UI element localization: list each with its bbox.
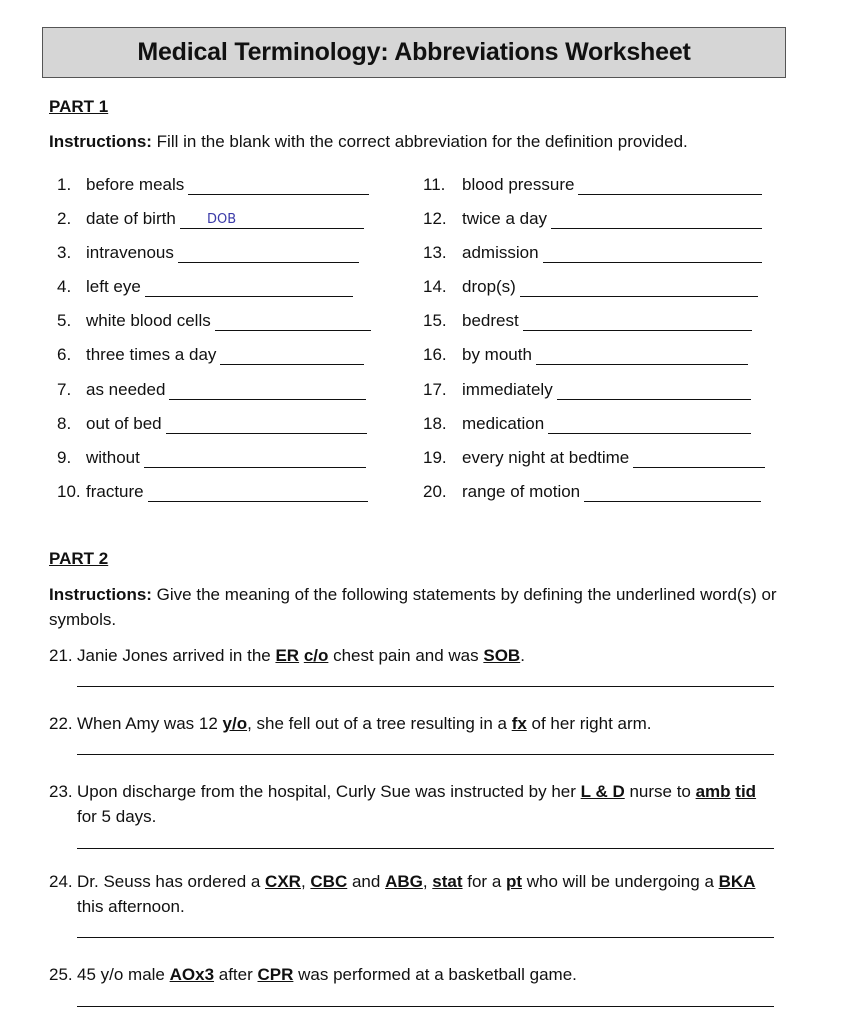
answer-blank-12[interactable]: [551, 227, 762, 229]
question-text-segment: Dr. Seuss has ordered a: [77, 872, 266, 891]
underlined-abbreviation: fx: [511, 714, 527, 733]
question-25: [49, 962, 769, 987]
question-text-segment: , she fell out of a tree resulting in a: [247, 714, 512, 733]
item-number: 14.: [423, 277, 447, 296]
item-definition: drop(s): [462, 277, 516, 296]
question-23: [49, 779, 769, 829]
item-definition: as needed: [86, 380, 166, 399]
title-box: [42, 27, 786, 78]
answer-blank-3[interactable]: [178, 261, 359, 263]
question-22: [49, 711, 769, 736]
item-number: 1.: [57, 175, 72, 194]
part1-item-16: [423, 345, 532, 367]
answer-blank-6[interactable]: [220, 363, 364, 365]
part1-item-18: [423, 414, 544, 436]
answer-blank-10[interactable]: [148, 500, 368, 502]
item-definition: fracture: [86, 482, 144, 501]
question-number: 21.: [49, 646, 73, 665]
part1-item-15: [423, 311, 519, 333]
item-number: 16.: [423, 345, 447, 364]
item-definition: blood pressure: [462, 175, 575, 194]
item-definition: admission: [462, 243, 539, 262]
underlined-abbreviation: AOx3: [169, 965, 215, 984]
question-text-segment: When Amy was 12: [77, 714, 223, 733]
part1-instructions-label: Instructions:: [49, 132, 152, 151]
item-definition: bedrest: [462, 311, 519, 330]
item-number: 18.: [423, 414, 447, 433]
question-text: [49, 779, 769, 829]
underlined-abbreviation: tid: [735, 782, 757, 801]
underlined-abbreviation: SOB: [483, 646, 521, 665]
item-number: 3.: [57, 243, 72, 262]
question-text-segment: ,: [300, 872, 311, 891]
underlined-abbreviation: y/o: [222, 714, 248, 733]
item-definition: left eye: [86, 277, 141, 296]
question-text-segment: ,: [422, 872, 433, 891]
underlined-abbreviation: CBC: [310, 872, 348, 891]
answer-blank-18[interactable]: [548, 432, 751, 434]
part1-item-19: [423, 448, 629, 470]
answer-blank-14[interactable]: [520, 295, 758, 297]
answer-blank-1[interactable]: [188, 193, 369, 195]
question-number: 22.: [49, 714, 73, 733]
answer-blank-9[interactable]: [144, 466, 366, 468]
underlined-abbreviation: ABG: [385, 872, 423, 891]
answer-blank-15[interactable]: [523, 329, 752, 331]
question-text-segment: nurse to: [624, 782, 696, 801]
question-number: 25.: [49, 965, 73, 984]
page-title: Medical Terminology: Abbreviations Worksheet: [137, 38, 691, 66]
part2-instructions-text: Give the meaning of the following statements by defining the underlined word(s) or symbols.: [49, 585, 777, 629]
part1-item-4: [57, 277, 141, 299]
part1-item-6: [57, 345, 216, 367]
question-text-segment: after: [214, 965, 258, 984]
item-number: 12.: [423, 209, 447, 228]
question-text-segment: and: [347, 872, 386, 891]
item-definition: by mouth: [462, 345, 532, 364]
item-definition: date of birth: [86, 209, 176, 228]
question-text-segment: of her right arm.: [526, 714, 652, 733]
underlined-abbreviation: ER: [275, 646, 300, 665]
part1-item-20: [423, 482, 580, 504]
part1-item-9: [57, 448, 140, 470]
question-21: [49, 643, 769, 668]
answer-blank-13[interactable]: [543, 261, 762, 263]
underlined-abbreviation: stat: [432, 872, 463, 891]
item-definition: three times a day: [86, 345, 217, 364]
answer-blank-5[interactable]: [215, 329, 371, 331]
underlined-abbreviation: L & D: [580, 782, 625, 801]
answer-blank-2[interactable]: [180, 227, 364, 229]
answer-blank-4[interactable]: [145, 295, 353, 297]
question-number: 23.: [49, 782, 73, 801]
question-text-segment: this afternoon.: [77, 897, 185, 916]
item-definition: out of bed: [86, 414, 162, 433]
question-text: [49, 962, 769, 987]
item-definition: twice a day: [462, 209, 548, 228]
part1-item-5: [57, 311, 211, 333]
part1-instructions-text: Fill in the blank with the correct abbreviation for the definition provided.: [151, 132, 688, 151]
underlined-abbreviation: amb: [695, 782, 731, 801]
part1-item-14: [423, 277, 516, 299]
answer-blank-11[interactable]: [578, 193, 762, 195]
part1-instructions: [49, 129, 779, 154]
part1-item-11: [423, 175, 574, 197]
answer-line-24[interactable]: [77, 937, 774, 938]
underlined-abbreviation: CXR: [265, 872, 301, 891]
part1-heading: PART 1: [49, 97, 109, 116]
part2-heading: PART 2: [49, 549, 109, 568]
item-number: 10.: [57, 482, 81, 501]
part1-item-8: [57, 414, 162, 436]
underlined-abbreviation: pt: [506, 872, 523, 891]
underlined-abbreviation: c/o: [303, 646, 329, 665]
item-number: 19.: [423, 448, 447, 467]
question-text: [49, 643, 769, 668]
question-text-segment: was performed at a basketball game.: [293, 965, 577, 984]
item-definition: without: [86, 448, 140, 467]
question-text: [49, 869, 769, 919]
part1-item-12: [423, 209, 547, 231]
item-number: 20.: [423, 482, 447, 501]
question-text: [49, 711, 769, 736]
answer-blank-7[interactable]: [169, 398, 366, 400]
item-definition: range of motion: [462, 482, 581, 501]
item-definition: medication: [462, 414, 545, 433]
question-text-segment: Janie Jones arrived in the: [77, 646, 276, 665]
item-definition: before meals: [86, 175, 185, 194]
part1-item-2: [57, 209, 176, 231]
question-text-segment: who will be undergoing a: [522, 872, 719, 891]
item-definition: immediately: [462, 380, 553, 399]
item-number: 11.: [423, 175, 446, 194]
answer-blank-20[interactable]: [584, 500, 761, 502]
part2-instructions-label: Instructions:: [49, 585, 152, 604]
item-number: 6.: [57, 345, 72, 364]
part1-item-1: [57, 175, 184, 197]
item-definition: white blood cells: [86, 311, 211, 330]
item-definition: intravenous: [86, 243, 174, 262]
item-number: 17.: [423, 380, 447, 399]
answer-blank-17[interactable]: [557, 398, 751, 400]
item-number: 8.: [57, 414, 72, 433]
item-number: 9.: [57, 448, 72, 467]
item-number: 13.: [423, 243, 447, 262]
item-definition: every night at bedtime: [462, 448, 630, 467]
item-number: 7.: [57, 380, 72, 399]
answer-blank-8[interactable]: [166, 432, 367, 434]
underlined-abbreviation: BKA: [718, 872, 756, 891]
item-number: 2.: [57, 209, 72, 228]
part2-instructions: [49, 582, 779, 632]
question-text-segment: for a: [462, 872, 506, 891]
handwritten-answer-2: DOB: [207, 212, 237, 227]
part1-item-13: [423, 243, 539, 265]
question-text-segment: .: [520, 646, 525, 665]
item-number: 5.: [57, 311, 72, 330]
question-text-segment: for 5 days.: [77, 807, 157, 826]
answer-blank-19[interactable]: [633, 466, 765, 468]
question-number: 24.: [49, 872, 73, 891]
question-24: [49, 869, 769, 919]
answer-line-23[interactable]: [77, 848, 774, 849]
item-number: 4.: [57, 277, 72, 296]
item-number: 15.: [423, 311, 447, 330]
question-text-segment: Upon discharge from the hospital, Curly Sue was instructed by her: [77, 782, 581, 801]
part1-item-17: [423, 380, 553, 402]
part1-item-7: [57, 380, 165, 402]
answer-line-25[interactable]: [77, 1006, 774, 1007]
part1-item-3: [57, 243, 174, 265]
answer-line-21[interactable]: [77, 686, 774, 687]
answer-blank-16[interactable]: [536, 363, 748, 365]
answer-line-22[interactable]: [77, 754, 774, 755]
underlined-abbreviation: CPR: [257, 965, 294, 984]
question-text-segment: chest pain and was: [328, 646, 484, 665]
part1-item-10: [57, 482, 144, 504]
question-text-segment: 45 y/o male: [77, 965, 170, 984]
